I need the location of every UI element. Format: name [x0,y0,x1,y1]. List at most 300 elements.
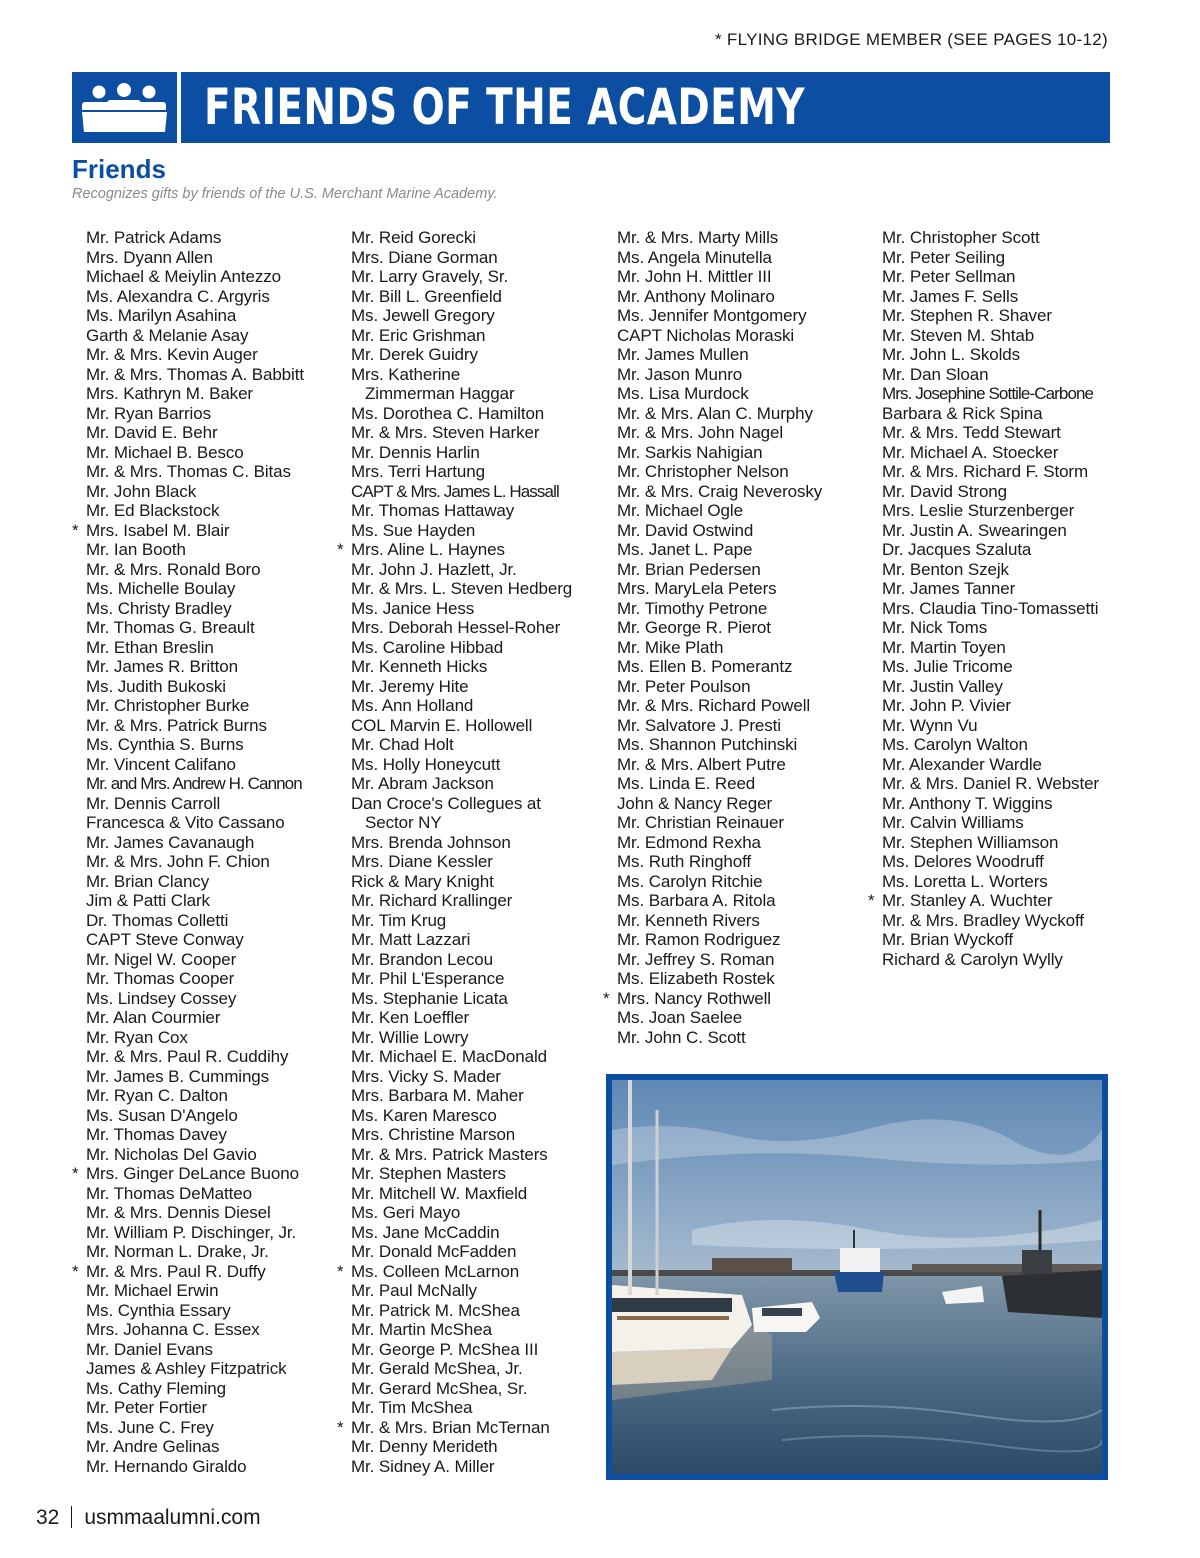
donor-name [72,755,304,775]
donor-name-text: Mr. Matt Lazzari [351,930,471,949]
donor-name [72,462,304,482]
donor-name-text: Ms. Marilyn Asahina [86,306,237,325]
donor-name [868,365,1099,385]
donor-name-text: Mrs. Deborah Hessel-Roher [351,618,561,637]
donor-name-text: Ms. Geri Mayo [351,1203,461,1222]
donor-name-text: Mr. Martin Toyen [882,637,1006,657]
donor-name [603,833,822,853]
donor-name-text: Mr. Dan Sloan [882,364,989,384]
donor-name [868,735,1099,755]
donor-name-text: Mr. Chad Holt [351,735,454,754]
donor-name-text: Mr. Ryan Barrios [86,403,211,423]
donor-name [603,326,822,346]
donor-column-4 [868,228,1099,969]
donor-name-text: Ms. Ann Holland [351,696,474,715]
donor-name [603,969,822,989]
donor-name [337,1398,572,1418]
donor-name [337,1242,572,1262]
donor-name-text: Mr. & Mrs. Richard F. Storm [882,462,1089,481]
donor-name-text: Ms. Janice Hess [351,598,475,618]
donor-name-text: Mr. Hernando Giraldo [86,1456,247,1476]
donor-name-text: Garth & Melanie Asay [86,325,249,345]
donor-name-text: Mr. Ken Loeffler [351,1008,470,1027]
donor-name [603,950,822,970]
donor-name [72,852,304,872]
donor-name-text: Mr. Thomas Davey [86,1125,227,1144]
donor-name-text: Mr. Richard Krallinger [351,891,513,910]
donor-name [603,794,822,814]
donor-name-text: James & Ashley Fitzpatrick [86,1359,287,1378]
donor-name-text: Mr. & Mrs. John Nagel [617,423,784,442]
donor-name [72,521,304,541]
donor-name [72,384,304,404]
donor-name-text: Ms. Delores Woodruff [882,852,1044,871]
donor-name [72,930,304,950]
donor-name [868,794,1099,814]
donor-name-text: Mr. James B. Cummings [86,1066,270,1086]
donor-name-text: Mr. Willie Lowry [351,1027,469,1047]
donor-name-text: Mr. Alan Courmier [86,1008,221,1027]
donor-name [72,599,304,619]
donor-name [337,872,572,892]
donor-name [337,345,572,365]
donor-name-text: Ms. Stephanie Licata [351,988,508,1008]
donor-name [603,677,822,697]
donor-name [72,1203,304,1223]
donor-name-text: Ms. Ellen B. Pomerantz [617,657,793,676]
donor-name [72,677,304,697]
donor-name [72,911,304,931]
donor-name [337,1106,572,1126]
donor-name [603,872,822,892]
donor-name-text: Mr. Derek Guidry [351,345,478,364]
donor-name-text: Dr. Jacques Szaluta [882,540,1032,559]
donor-name [337,248,572,268]
donor-name [337,1340,572,1360]
donor-name-text: Mr. Brian Pedersen [617,559,761,579]
donor-name [337,696,572,716]
donor-name-text: Ms. Barbara A. Ritola [617,891,776,910]
donor-name-text: Mr. John Black [86,481,197,501]
donor-name [72,1437,304,1457]
donor-name-text: Mrs. Leslie Sturzenberger [882,501,1075,520]
donor-name [868,891,1099,911]
flying-bridge-marker: * [72,520,79,540]
donor-name [868,638,1099,658]
donor-name-text: CAPT Nicholas Moraski [617,325,795,345]
donor-name-text: Mr. & Mrs. Albert Putre [617,754,786,774]
donor-name-text: Mr. Gerard McShea, Sr. [351,1378,528,1398]
donor-name-text: Ms. Ruth Ringhoff [617,852,752,871]
donor-name-text: Dr. Thomas Colletti [86,910,229,930]
donor-name [603,345,822,365]
donor-name-text: Mr. Ryan C. Dalton [86,1086,228,1105]
donor-name [337,950,572,970]
donor-name [603,443,822,463]
donor-column-3 [603,228,822,1047]
donor-name-text: Mr. Stephen Masters [351,1164,506,1183]
donor-name [337,1320,572,1340]
donor-name [603,638,822,658]
donor-name [72,228,304,248]
donor-name-text: Ms. Alexandra C. Argyris [86,286,270,306]
donor-name [868,287,1099,307]
donor-name [603,306,822,326]
donor-name-text: Mr. James Cavanaugh [86,832,255,852]
donor-name [868,852,1099,872]
donor-name [868,326,1099,346]
donor-name-text: Ms. Holly Honeycutt [351,754,501,774]
donor-name [72,423,304,443]
donor-name-text: Mr. Kenneth Rivers [617,910,760,930]
donor-name [72,1301,304,1321]
donor-name [603,891,822,911]
people-group-icon [72,72,177,143]
donor-name-text: Mrs. Diane Gorman [351,247,498,267]
donor-name [603,384,822,404]
donor-name-text: Mr. Thomas Hattaway [351,501,515,520]
donor-name [72,1379,304,1399]
donor-name [72,891,304,911]
donor-name-text: Mr. Stephen R. Shaver [882,306,1052,325]
donor-name [72,1340,304,1360]
donor-name [603,1008,822,1028]
donor-name [868,443,1099,463]
donor-name-text: Mr. Sidney A. Miller [351,1456,495,1476]
donor-name-text: Mr. Sarkis Nahigian [617,442,763,462]
donor-name-text: Mrs. Johanna C. Essex [86,1320,260,1339]
donor-name [603,579,822,599]
donor-name [868,911,1099,931]
donor-name-text: Mr. Anthony T. Wiggins [882,793,1053,813]
flying-bridge-marker: * [868,891,875,910]
donor-name [603,248,822,268]
donor-name [72,989,304,1009]
donor-name-text: Mr. & Mrs. Paul R. Duffy [86,1261,266,1281]
donor-name [72,1418,304,1438]
donor-name-text: Mr. James F. Sells [882,286,1019,306]
donor-name-text: Mrs. Ginger DeLance Buono [86,1164,299,1183]
donor-name-text: Mr. Mike Plath [617,637,724,657]
donor-name-text: Mr. & Mrs. Daniel R. Webster [882,774,1099,793]
donor-name-text: Ms. Cynthia Essary [86,1300,231,1320]
donor-name-text: Mr. David Strong [882,481,1008,501]
flying-bridge-marker: * [72,1164,79,1183]
donor-name-text: Mr. & Mrs. Marty Mills [617,228,779,247]
donor-name-text: Ms. Angela Minutella [617,247,772,267]
donor-name-text: Mrs. Dyann Allen [86,247,213,267]
donor-name-text: Mr. Stephen Williamson [882,832,1059,852]
donor-name-text: Mr. Kenneth Hicks [351,657,488,676]
section-title: Friends [72,154,166,184]
donor-name-text: Mr. & Mrs. Alan C. Murphy [617,403,813,423]
donor-name [337,1223,572,1243]
donor-name-text: Ms. Jane McCaddin [351,1222,500,1242]
donor-column-2 [337,228,572,1476]
donor-name-text: Mr. Justin Valley [882,676,1003,696]
donor-name [72,248,304,268]
donor-name [72,813,304,833]
donor-name-text: Mr. Christopher Burke [86,696,250,715]
donor-name [603,423,822,443]
donor-name [337,443,572,463]
donor-name [72,1106,304,1126]
donor-name-text: Mr. Bill L. Greenfield [351,286,502,306]
donor-name [72,443,304,463]
donor-name-text: Mr. & Mrs. L. Steven Hedberg [351,579,573,598]
donor-name [337,579,572,599]
donor-name [603,716,822,736]
donor-name-text: Mr. Justin A. Swearingen [882,520,1067,540]
donor-name [868,384,1099,404]
footer-divider [71,1506,72,1528]
donor-name [337,287,572,307]
donor-name [337,1301,572,1321]
donor-name [72,287,304,307]
flying-bridge-marker: * [337,1261,344,1281]
donor-name-text: Mr. Michael E. MacDonald [351,1047,548,1066]
donor-name [603,365,822,385]
donor-name-text: Ms. Susan D'Angelo [86,1105,238,1125]
donor-name-text: Ms. Dorothea C. Hamilton [351,403,545,423]
donor-name-text: Ms. Jennifer Montgomery [617,306,807,325]
donor-name-text: Mr. Paul McNally [351,1281,477,1300]
donor-name [337,677,572,697]
donor-name [337,540,572,560]
donor-name [337,365,572,385]
donor-name [868,345,1099,365]
donor-name [337,1418,572,1438]
donor-name [868,677,1099,697]
donor-name-text: Mr. & Mrs. Bradley Wyckoff [882,910,1084,930]
donor-name [72,1184,304,1204]
donor-name [337,1125,572,1145]
donor-name-text: COL Marvin E. Hollowell [351,715,533,735]
flying-bridge-marker: * [337,1417,344,1437]
donor-name [72,950,304,970]
donor-name [337,716,572,736]
donor-name [72,1223,304,1243]
donor-name [603,560,822,580]
donor-name [337,306,572,326]
flying-bridge-marker: * [603,988,610,1008]
donor-name-text: Mr. Brandon Lecou [351,949,493,969]
donor-name [72,404,304,424]
donor-name-text: Ms. Lisa Murdock [617,384,749,403]
donor-name [72,1457,304,1477]
donor-name [337,1028,572,1048]
donor-name [868,423,1099,443]
donor-name [337,989,572,1009]
donor-name [337,813,572,833]
donor-name-text: Mr. James Tanner [882,579,1016,598]
donor-name [337,1359,572,1379]
donor-name [72,1028,304,1048]
donor-name [337,267,572,287]
donor-name [868,462,1099,482]
donor-name [868,755,1099,775]
donor-name [337,1086,572,1106]
donor-name-text: Mr. & Mrs. Paul R. Cuddihy [86,1047,289,1066]
donor-name [337,423,572,443]
donor-name [72,638,304,658]
donor-name-text: Mr. George R. Pierot [617,618,771,637]
donor-name-text: Mr. Calvin Williams [882,813,1024,832]
donor-name-text: Mr. Vincent Califano [86,754,236,774]
donor-name [868,599,1099,619]
donor-name [337,384,572,404]
donor-name [603,813,822,833]
donor-name [337,1203,572,1223]
donor-name-text: Mrs. Vicky S. Mader [351,1066,501,1086]
donor-name [337,1281,572,1301]
donor-name-text: Mr. Christian Reinauer [617,813,784,832]
donor-name [868,306,1099,326]
donor-name-text: Mr. Michael Erwin [86,1281,219,1300]
donor-name-text: Mrs. Terri Hartung [351,462,485,481]
donor-name-text: Mrs. Christine Marson [351,1125,516,1144]
donor-name-text: Mr. David E. Behr [86,423,218,442]
donor-name-text: Mrs. Claudia Tino-Tomassetti [882,598,1099,618]
donor-name-text: Barbara & Rick Spina [882,403,1043,423]
donor-name-text: Mr. George P. McShea III [351,1339,539,1359]
donor-name [868,950,1099,970]
donor-name [337,735,572,755]
donor-name [603,774,822,794]
donor-name-text: Mr. Thomas DeMatteo [86,1183,252,1203]
donor-name [72,579,304,599]
banner-title: FRIENDS OF THE ACADEMY [204,78,805,136]
donor-name [337,462,572,482]
donor-name-text: Mr. & Mrs. Craig Neverosky [617,481,823,501]
donor-name [337,774,572,794]
donor-name [337,1047,572,1067]
donor-name [72,657,304,677]
donor-name [603,618,822,638]
donor-name-text: Mr. Michael A. Stoecker [882,442,1059,462]
donor-name-text: Mr. Salvatore J. Presti [617,715,781,735]
donor-name-text: Mr. Gerald McShea, Jr. [351,1359,523,1378]
donor-name [603,1028,822,1048]
donor-name [72,1398,304,1418]
donor-name [868,267,1099,287]
donor-name [603,404,822,424]
donor-name [603,228,822,248]
donor-name-text: Richard & Carolyn Wylly [882,949,1063,969]
donor-name-text: Mr. Ryan Cox [86,1027,188,1047]
donor-name [603,462,822,482]
donor-name-text: Mr. Nicholas Del Gavio [86,1144,257,1164]
donor-name [72,365,304,385]
section-subtitle: Recognizes gifts by friends of the U.S. Merchant Marine Academy. [72,186,498,202]
donor-name-text: Mr. James Mullen [617,345,749,364]
donor-name-text: Mr. Peter Fortier [86,1398,208,1417]
donor-name [72,872,304,892]
donor-name-text: Ms. Julie Tricome [882,657,1013,676]
donor-name-text: John & Nancy Reger [617,793,773,813]
donor-name [337,1262,572,1282]
donor-name-text: Ms. Lindsey Cossey [86,988,237,1008]
donor-name-text: Mrs. Aline L. Haynes [351,540,505,559]
donor-name [337,1379,572,1399]
donor-name [603,599,822,619]
donor-name [603,911,822,931]
donor-name-text: Mr. & Mrs. John F. Chion [86,852,270,871]
donor-name-text: Mr. Nigel W. Cooper [86,949,237,969]
donor-name [337,521,572,541]
donor-name-text: Mrs. Nancy Rothwell [617,988,771,1008]
donor-name [72,1008,304,1028]
donor-name-text: Mr. Ed Blackstock [86,501,220,520]
donor-name [337,891,572,911]
donor-name [603,521,822,541]
donor-name-text: Mr. & Mrs. Tedd Stewart [882,423,1061,442]
page-footer [36,1506,261,1530]
donor-name-text: Ms. Caroline Hibbad [351,637,504,657]
donor-name [337,911,572,931]
donor-name [868,501,1099,521]
donor-name [72,716,304,736]
donor-name-text: Ms. Shannon Putchinski [617,735,798,754]
donor-name-text: Mr. Dennis Harlin [351,442,480,462]
donor-name-text: Mr. & Mrs. Ronald Boro [86,559,261,579]
donor-name-text: Ms. Janet L. Pape [617,540,753,559]
donor-name [868,833,1099,853]
donor-name-text: Mrs. Isabel M. Blair [86,520,230,540]
footer-site-link[interactable]: usmmaalumni.com [84,1506,261,1529]
donor-name-text: Mr. Reid Gorecki [351,228,476,247]
donor-name-text: Mr. Brian Wyckoff [882,930,1014,949]
donor-name-text: Mr. Donald McFadden [351,1242,517,1261]
flying-bridge-marker: * [72,1261,79,1281]
donor-name [337,618,572,638]
donor-name [337,969,572,989]
donor-name [603,735,822,755]
donor-name [603,482,822,502]
donor-name [868,579,1099,599]
donor-name [337,794,572,814]
donor-name [868,618,1099,638]
donor-name [337,1164,572,1184]
donor-name [337,1437,572,1457]
donor-name [72,1164,304,1184]
donor-name-text: Ms. Elizabeth Rostek [617,969,775,988]
donor-name-text: Mr. & Mrs. Patrick Burns [86,715,267,735]
donor-name [868,228,1099,248]
donor-name [868,813,1099,833]
donor-name [868,560,1099,580]
donor-name-text: Ms. Christy Bradley [86,598,232,618]
donor-name-text: Mr. John H. Mittler III [617,267,772,286]
donor-name [72,1242,304,1262]
donor-name [603,852,822,872]
donor-name-text: Ms. Karen Maresco [351,1105,497,1125]
donor-name-text: CAPT & Mrs. James L. Hassall [351,481,559,501]
donor-name-text: Mr. Eric Grishman [351,325,486,345]
donor-name [868,774,1099,794]
donor-name-text: Mrs. Kathryn M. Baker [86,384,253,403]
donor-name-text: Mr. Anthony Molinaro [617,286,775,306]
donor-name [868,657,1099,677]
donor-name-text: Mr. Benton Szejk [882,559,1009,579]
donor-name [72,735,304,755]
donor-name-text: Mr. & Mrs. Kevin Auger [86,345,258,364]
donor-name-text: Francesca & Vito Cassano [86,813,285,832]
flying-bridge-marker: * [337,540,344,559]
donor-name-text: Mr. Denny Merideth [351,1437,498,1456]
donor-name-text: Mr. Martin McShea [351,1320,492,1339]
donor-name-text: Ms. Sue Hayden [351,520,476,540]
